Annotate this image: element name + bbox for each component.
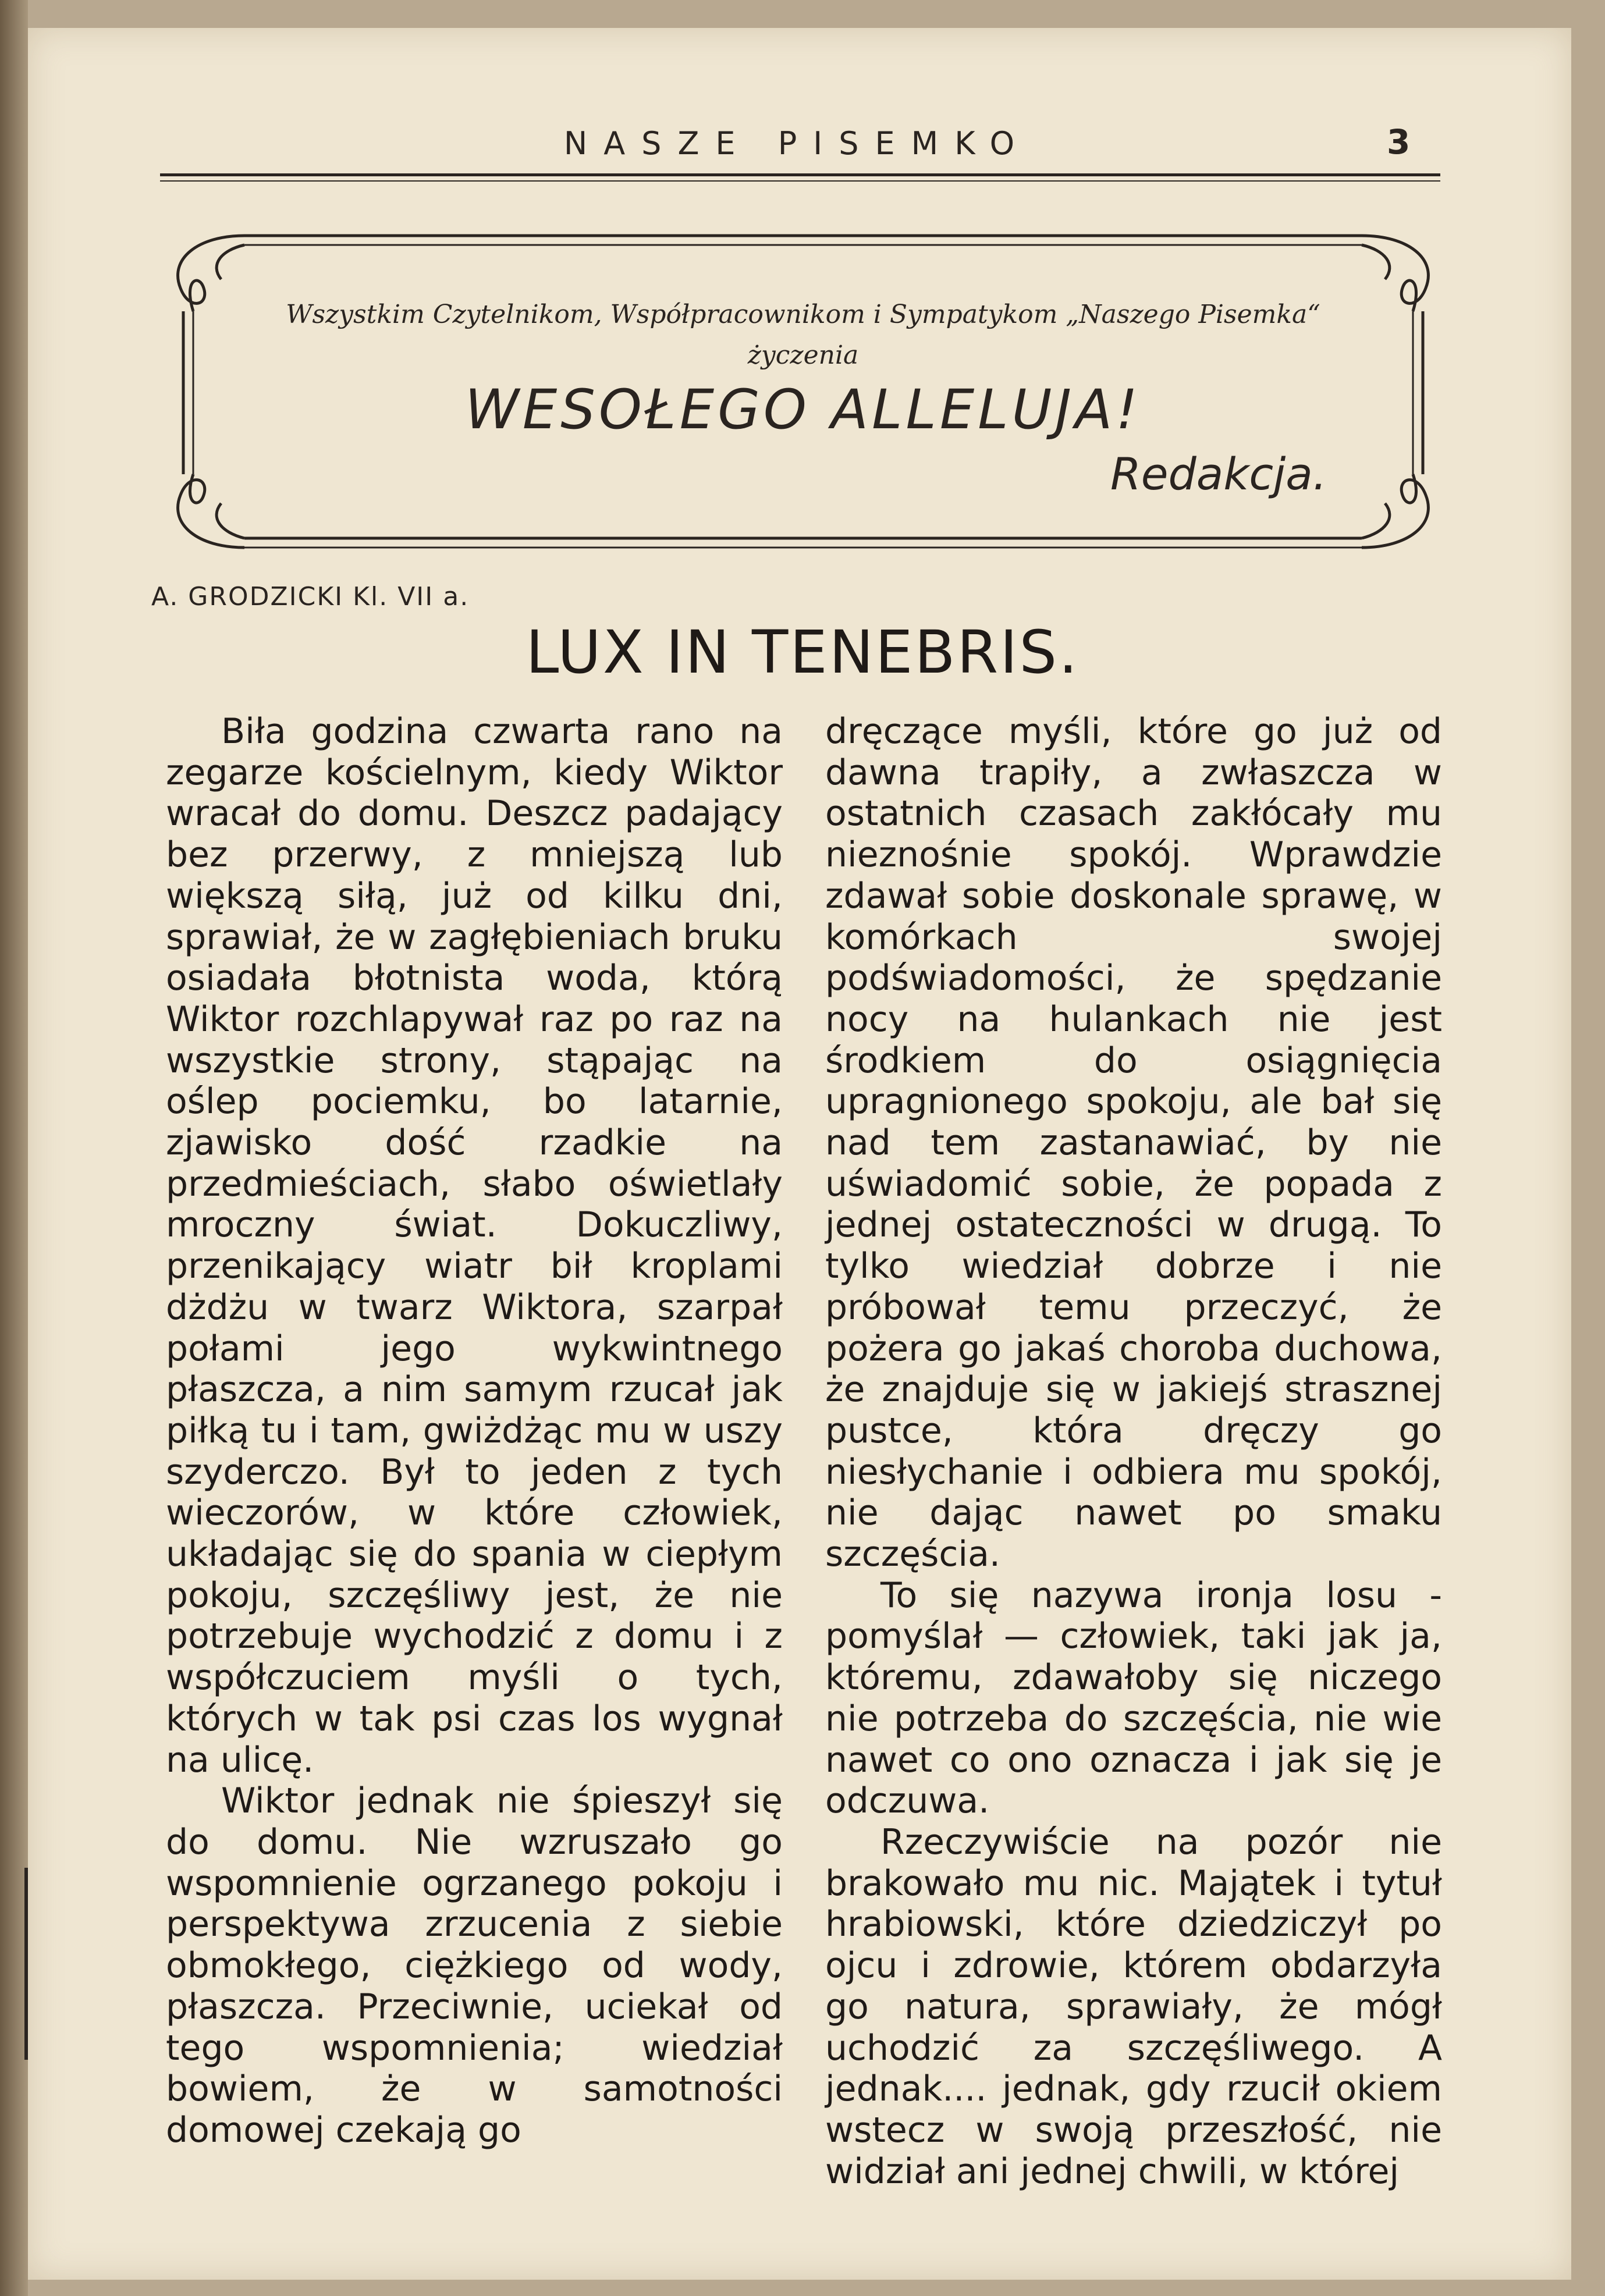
running-title: NASZE PISEMKO	[563, 125, 1031, 162]
article-title: LUX IN TENEBRIS.	[525, 618, 1080, 687]
article-column-right	[825, 711, 1442, 2192]
page-number: 3	[1387, 122, 1411, 162]
article-column-left	[166, 711, 783, 2151]
paragraph: Biła godzina czwarta rano na zegarze kościelnym, kiedy Wiktor wracał do domu. Deszcz padający bez przerwy, z mniejszą lub większą siłą, już od kilku dni, sprawiał, że w zagłębieniach bruku osiadała błotnista woda, którą Wiktor rozchlapywał raz po raz na wszystkie strony, stąpając na oślep pociemku, bo latarnie, zjawisko dość rzadkie na przedmieściach, słabo oświetlały mroczny świat. Dokuczliwy, przenikający wiatr bił kroplami dżdżu w twarz Wiktora, szarpał połami jego wykwintnego płaszcza, a nim samym rzucał jak piłką tu i tam, gwiżdżąc mu w uszy szyderczo. Był to jeden z tych wieczorów, w które człowiek, układając się do spania w ciepłym pokoju, szczęśliwy jest, że nie potrzebuje wychodzić z domu i z współczuciem myśli o tych, których w tak psi czas los wygnał na ulicę.	[166, 711, 783, 1780]
paragraph: Wiktor jednak nie śpieszył się do domu. Nie wzruszało go wspomnienie ogrzanego pokoju i perspektywa zrzucenia z siebie obmokłego, ciężkiego od wody, płaszcza. Przeciwnie, uciekał od tego wspomnienia; wiedział bowiem, że w samotności domowej czekają go	[166, 1780, 783, 2151]
binding-gutter	[0, 0, 28, 2296]
header-rule	[160, 173, 1440, 176]
greeting-headline: WESOŁEGO ALLELUJA!	[464, 378, 1142, 442]
paragraph: Rzeczywiście na pozór nie brakowało mu nic. Majątek i tytuł hrabiowski, które dziedziczył po ojcu i zdrowie, którem obdarzyła go natura, sprawiały, że mógł uchodzić za szczęśliwego. A jednak.... jednak, gdy rzucił okiem wstecz w swoją przeszłość, nie widział ani jednej chwili, w której	[825, 1821, 1442, 2192]
article-author: A. GRODZICKI Kl. VII a.	[151, 582, 470, 612]
paragraph: To się nazywa ironja losu - pomyślał — człowiek, taki jak ja, któremu, zdawałoby się niczego nie potrzeba do szczęścia, nie wie nawet co ono oznacza i jak się je odczuwa.	[825, 1574, 1442, 1822]
greeting-dedication: Wszystkim Czytelnikom, Współpracownikom i Sympatykom „Naszego Pisemka“	[286, 300, 1320, 329]
greeting-box	[157, 224, 1449, 559]
greeting-signature: Redakcja.	[1110, 448, 1327, 500]
header-rule-thin	[160, 180, 1440, 182]
greeting-wishes: życzenia	[747, 340, 859, 370]
paragraph: dręczące myśli, które go już od dawna trapiły, a zwłaszcza w ostatnich czasach zakłócały mu nieznośnie spokój. Wprawdzie zdawał sobie doskonale sprawę, w komórkach swojej podświadomości, że spędzanie nocy na hulankach nie jest środkiem do osiągnięcia upragnionego spokoju, ale bał się nad tem zastanawiać, by nie uświadomić sobie, że popada z jednej ostateczności w drugą. To tylko wiedział dobrze i nie próbował temu przeczyć, że pożera go jakaś choroba duchowa, że znajduje się w jakiejś strasznej pustce, która dręczy go niesłychanie i odbiera mu spokój, nie dając nawet po smaku szczęścia.	[825, 711, 1442, 1575]
